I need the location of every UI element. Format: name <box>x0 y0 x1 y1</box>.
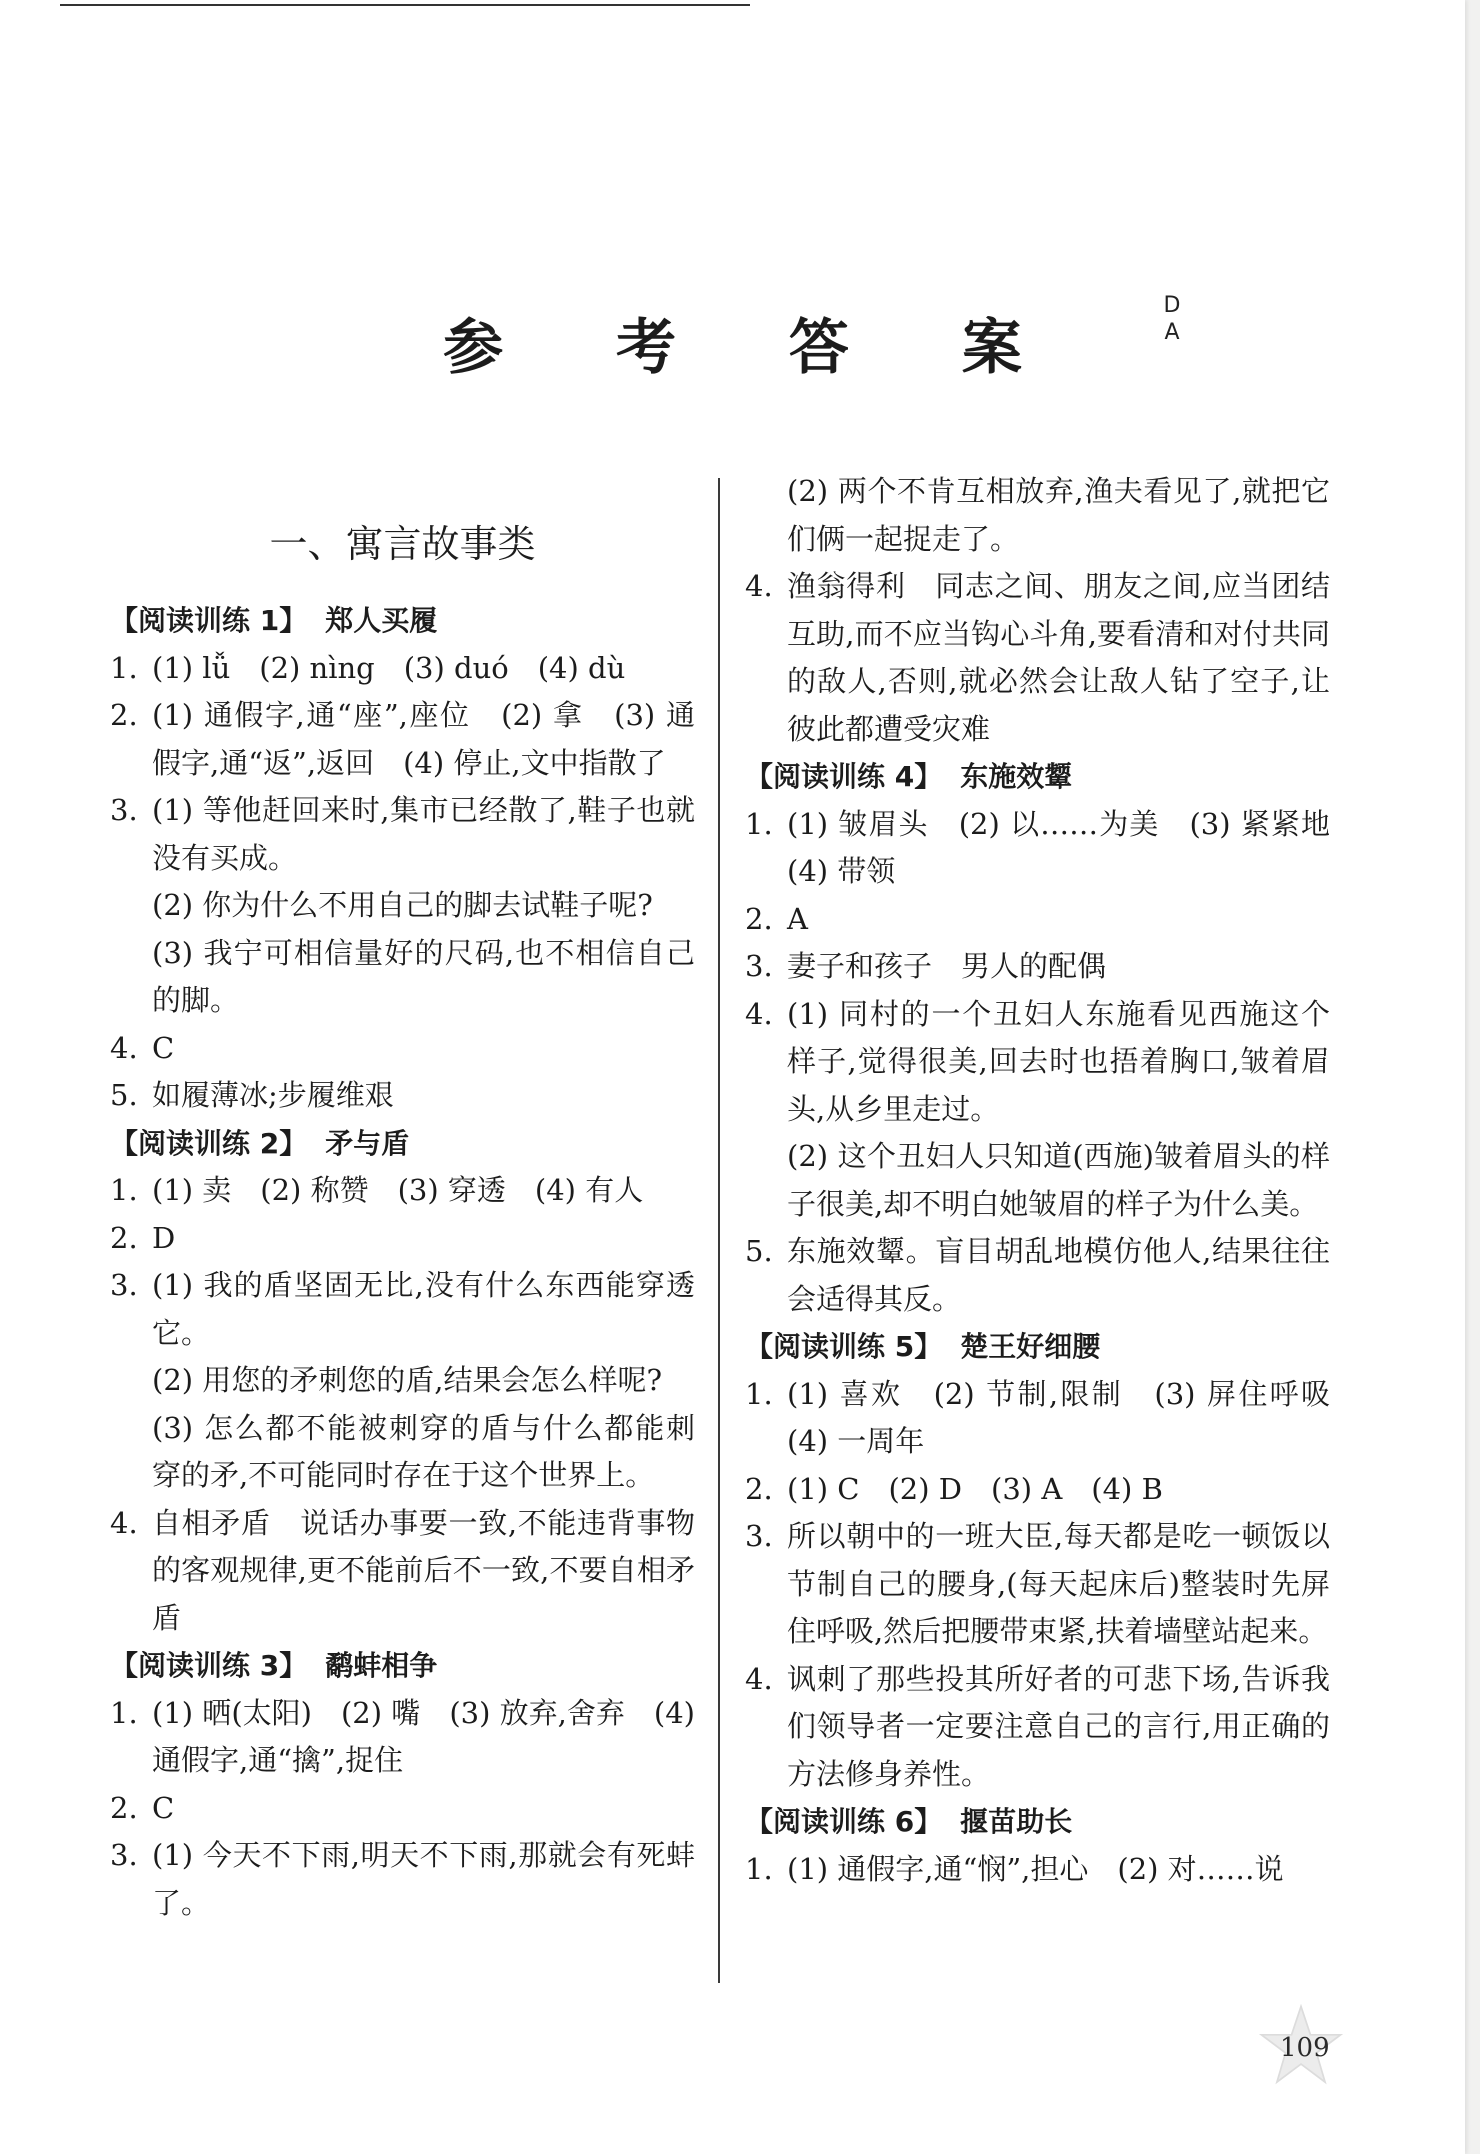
answer-continuation: (2) 你为什么不用自己的脚去试鞋子呢? <box>152 888 653 922</box>
answer-item <box>110 1262 695 1357</box>
answer-item <box>110 1167 695 1215</box>
answer-number: 4. <box>110 1030 138 1065</box>
exercise-heading <box>745 753 1330 801</box>
answer-number: 4. <box>745 569 773 603</box>
answer-item <box>110 1832 695 1927</box>
answer-number: 3. <box>110 1838 138 1872</box>
answer-number: 4. <box>110 1505 138 1540</box>
answer-continuation: (2) 这个丑妇人只知道(西施)皱着眉头的样子很美,却不明白她皱眉的样子为什么美。 <box>787 1139 1330 1221</box>
exercise-heading <box>745 1798 1330 1846</box>
answer-number: 3. <box>110 1268 138 1302</box>
answer-text: 讽刺了那些投其所好者的可悲下场,告诉我们领导者一定要注意自己的言行,用正确的方法修身养性。 <box>787 1661 1330 1791</box>
answer-item <box>110 1215 695 1263</box>
answer-number: 2. <box>110 1790 138 1825</box>
exercise-title: 郑人买履 <box>325 604 438 637</box>
answer-text: (1) 卖 (2) 称赞 (3) 穿透 (4) 有人 <box>152 1173 644 1207</box>
answer-text: (1) 等他赶回来时,集市已经散了,鞋子也就没有买成。 <box>152 793 695 875</box>
answer-text: C <box>152 1790 175 1825</box>
answer-number: 1. <box>110 650 138 685</box>
answer-number: 5. <box>110 1078 138 1112</box>
answer-number: 1. <box>745 1851 773 1886</box>
answer-item <box>110 787 695 882</box>
column-divider <box>718 478 720 1983</box>
answer-item <box>745 1466 1330 1514</box>
answer-text: (1) 通假字,通“悯”,担心 (2) 对……说 <box>787 1851 1284 1886</box>
exercise-label: 【阅读训练 2】 <box>110 1126 308 1160</box>
page-number: 109 <box>1280 2033 1330 2063</box>
answer-text: A <box>787 901 808 936</box>
answer-number: 4. <box>745 1661 773 1696</box>
answer-number: 2. <box>745 1471 773 1506</box>
exercise-heading <box>110 1120 695 1168</box>
answer-number: 2. <box>110 698 138 732</box>
answer-item <box>110 1025 695 1073</box>
answer-number: 3. <box>745 1519 773 1553</box>
answer-number: 2. <box>745 901 773 936</box>
top-rule <box>60 4 750 6</box>
page-title: 参 考 答 案 <box>443 313 1068 383</box>
exercise-heading <box>745 1323 1330 1371</box>
answer-text: (1) 我的盾坚固无比,没有什么东西能穿透它。 <box>152 1268 695 1350</box>
exercise-label: 【阅读训练 3】 <box>110 1649 308 1682</box>
answer-number: 1. <box>110 1173 138 1207</box>
exercise-label: 【阅读训练 5】 <box>745 1330 943 1363</box>
exercise-title: 东施效颦 <box>960 760 1073 793</box>
answer-text: (1) 皱眉头 (2) 以……为美 (3) 紧紧地 (4) 带领 <box>787 806 1360 888</box>
answer-text: 所以朝中的一班大臣,每天都是吃一顿饭以节制自己的腰身,(每天起床后)整装时先屏住呼吸,然后把腰带束紧,扶着墙壁站起来。 <box>787 1519 1330 1648</box>
answer-item <box>110 692 695 787</box>
answer-continuation: (3) 怎么都不能被刺穿的盾与什么都能刺穿的矛,不可能同时存在于这个世界上。 <box>152 1410 695 1492</box>
answer-item <box>745 1228 1330 1323</box>
answer-text: C <box>152 1030 175 1065</box>
answer-number: 5. <box>745 1234 773 1268</box>
answer-item <box>745 1656 1330 1799</box>
answer-item <box>110 1690 695 1785</box>
left-column <box>110 509 695 1927</box>
answer-item <box>745 1513 1330 1656</box>
answer-item <box>110 645 695 693</box>
exercise-label: 【阅读训练 4】 <box>745 760 943 793</box>
exercise-heading <box>110 1642 695 1690</box>
answer-number: 4. <box>745 996 773 1031</box>
answer-item <box>745 563 1330 753</box>
exercise-label: 【阅读训练 6】 <box>745 1805 943 1838</box>
answer-item <box>745 1846 1330 1894</box>
answer-text: (1) lǚ (2) nìng (3) duó (4) dù <box>152 650 626 685</box>
answer-item <box>745 801 1360 896</box>
corner-mark-letter: D <box>1163 293 1181 318</box>
section-heading: 一、寓言故事类 <box>269 522 536 566</box>
corner-mark-letter: A <box>1164 320 1180 345</box>
answer-continuation: (2) 两个不肯互相放弃,渔夫看见了,就把它们俩一起捉走了。 <box>787 474 1330 556</box>
answer-item <box>110 1072 695 1120</box>
answer-text: 渔翁得利 同志之间、朋友之间,应当团结互助,而不应当钩心斗角,要看清和对付共同的敌人,否则,就必然会让敌人钻了空子,让彼此都遭受灾难 <box>787 569 1330 746</box>
answer-number: 3. <box>110 793 138 827</box>
answer-text: 妻子和孩子 男人的配偶 <box>787 949 1107 983</box>
answer-item <box>745 991 1330 1134</box>
answer-text: 如履薄冰;步履维艰 <box>152 1078 394 1112</box>
answer-text: D <box>152 1220 176 1255</box>
answer-text: (1) 今天不下雨,明天不下雨,那就会有死蚌了。 <box>152 1838 695 1920</box>
answer-number: 2. <box>110 1220 138 1255</box>
answer-number: 1. <box>110 1695 138 1730</box>
exercise-heading <box>110 597 695 645</box>
exercise-title: 矛与盾 <box>325 1126 410 1160</box>
answer-continuation: (3) 我宁可相信量好的尺码,也不相信自己的脚。 <box>152 935 695 1017</box>
exercise-title: 揠苗助长 <box>960 1805 1073 1838</box>
answer-continuation: (2) 用您的矛刺您的盾,结果会怎么样呢? <box>152 1363 663 1397</box>
answer-text: (1) C (2) D (3) A (4) B <box>787 1471 1163 1506</box>
answer-number: 3. <box>745 949 773 983</box>
answer-text: (1) 通假字,通“座”,座位 (2) 拿 (3) 通假字,通“返”,返回 (4) 停止,文中指散了 <box>152 698 695 780</box>
answer-item <box>110 1785 695 1833</box>
right-column <box>745 468 1360 1893</box>
answer-number: 1. <box>745 1376 773 1411</box>
answer-item <box>110 1500 695 1643</box>
answer-text: (1) 同村的一个丑妇人东施看见西施这个样子,觉得很美,回去时也捂着胸口,皱着眉头,从乡里走过。 <box>787 996 1330 1126</box>
answer-text: 东施效颦。盲目胡乱地模仿他人,结果往往会适得其反。 <box>787 1234 1330 1316</box>
corner-mark <box>1160 292 1184 346</box>
exercise-title: 楚王好细腰 <box>960 1330 1101 1363</box>
exercise-title: 鹬蚌相争 <box>325 1649 438 1682</box>
answer-item <box>745 1371 1360 1466</box>
answer-text: (1) 晒(太阳) (2) 嘴 (3) 放弃,舍弃 (4) 通假字,通“擒”,捉住 <box>152 1695 695 1777</box>
answer-item <box>745 896 1330 944</box>
answer-text: (1) 喜欢 (2) 节制,限制 (3) 屏住呼吸 (4) 一周年 <box>787 1376 1360 1458</box>
answer-text: 自相矛盾 说话办事要一致,不能违背事物的客观规律,更不能前后不一致,不要自相矛盾 <box>152 1505 695 1635</box>
answer-item <box>745 943 1330 991</box>
answer-number: 1. <box>745 806 773 841</box>
exercise-label: 【阅读训练 1】 <box>110 604 308 637</box>
